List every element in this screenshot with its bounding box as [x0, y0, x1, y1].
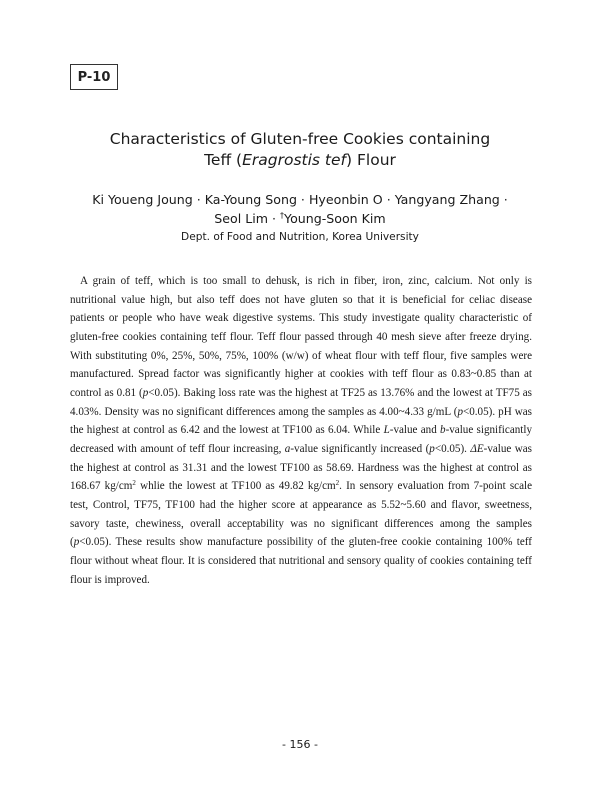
author-list — [0, 190, 600, 228]
title-line-2-end: ) Flour — [346, 151, 396, 169]
abstract-italic-a: a — [284, 442, 291, 455]
authors-line-1: Ki Youeng Joung · Ka-Young Song · Hyeonbin O · Yangyang Zhang · — [92, 192, 508, 207]
abstract-text: <0.05). — [434, 442, 471, 455]
abstract-body — [70, 272, 532, 589]
abstract-italic-b: b — [440, 424, 446, 437]
abstract-text: -value significantly increased ( — [290, 442, 430, 455]
presentation-code: P-10 — [77, 69, 111, 85]
abstract-superscript: 2 — [335, 479, 340, 488]
abstract-italic-delta-e: ΔE — [470, 442, 484, 455]
abstract-text: -value and — [389, 424, 441, 437]
page-number: - 156 - — [282, 738, 318, 751]
abstract-italic-l: L — [383, 424, 390, 437]
abstract-paragraph — [70, 272, 532, 589]
abstract-superscript: 2 — [132, 479, 136, 488]
abstract-italic-p: p — [429, 442, 435, 455]
abstract-text: whlie the lowest at TF100 as 49.82 kg/cm — [135, 480, 336, 493]
title-line-2-start: Teff ( — [204, 151, 243, 169]
authors-line-2-start: Seol Lim · — [214, 211, 281, 226]
affiliation: Dept. of Food and Nutrition, Korea University — [181, 231, 419, 243]
presentation-code-box — [70, 64, 118, 90]
abstract-text: -value significantly decreased with amount of teff flour increasing, — [70, 424, 532, 455]
title-scientific-name: Eragrostis tef — [242, 151, 347, 169]
abstract-italic-p: p — [457, 405, 463, 418]
title-line-1: Characteristics of Gluten-free Cookies containing — [109, 130, 491, 148]
abstract-text: <0.05). Baking loss rate was the highest at TF25 as 13.76% and the lowest at TF75 as 4.03%. Density was no significant differences among the samples as 4.00~4.33 g/mL ( — [70, 386, 532, 418]
corresponding-author-dagger: † — [280, 211, 285, 220]
abstract-text: . In sensory evaluation from 7-point scale test, Control, TF75, TF100 had the higher score at appearance as 5.52~5.60 and flavor, sweetness, savory taste, chewiness, overall acceptability was no significant differences among the samples ( — [70, 480, 532, 549]
abstract-text: <0.05). pH was the highest at control as 6.42 and the lowest at TF100 as 6.04. While — [70, 405, 532, 437]
authors-line-2-end: Young-Soon Kim — [284, 211, 386, 226]
authors-line-2 — [0, 209, 600, 228]
title-line-2 — [0, 150, 600, 171]
abstract-text: A grain of teff, which is too small to dehusk, is rich in fiber, iron, zinc, calcium. Not only is nutritional value high, but also teff does not have gluten so that it is beneficial for celiac disease patients or people who have weak digestive systems. This study investigate quality characteristic of gluten-free cookies containing teff flour. Teff flour passed through 40 mesh sieve after freeze drying. With substituting 0%, 25%, 50%, 75%, 100% (w/w) of wheat flour with teff flour, five samples were manufactured. Spread factor was significantly higher at cookies with teff flour as 0.83~0.85 than at control as 0.81 ( — [70, 275, 532, 399]
paper-title — [0, 129, 600, 171]
abstract-italic-p: p — [142, 386, 149, 399]
abstract-text: -value was the highest at control as 31.31 and the lowest TF100 as 58.69. Hardness was the highest at control as 168.67 kg/cm — [70, 442, 532, 493]
abstract-italic-p: p — [73, 536, 80, 549]
abstract-text: <0.05). These results show manufacture possibility of the gluten-free cookie containing 100% teff flour without wheat flour. It is considered that nutritional and sensory quality of cookies containing teff flour is improved. — [70, 536, 532, 586]
